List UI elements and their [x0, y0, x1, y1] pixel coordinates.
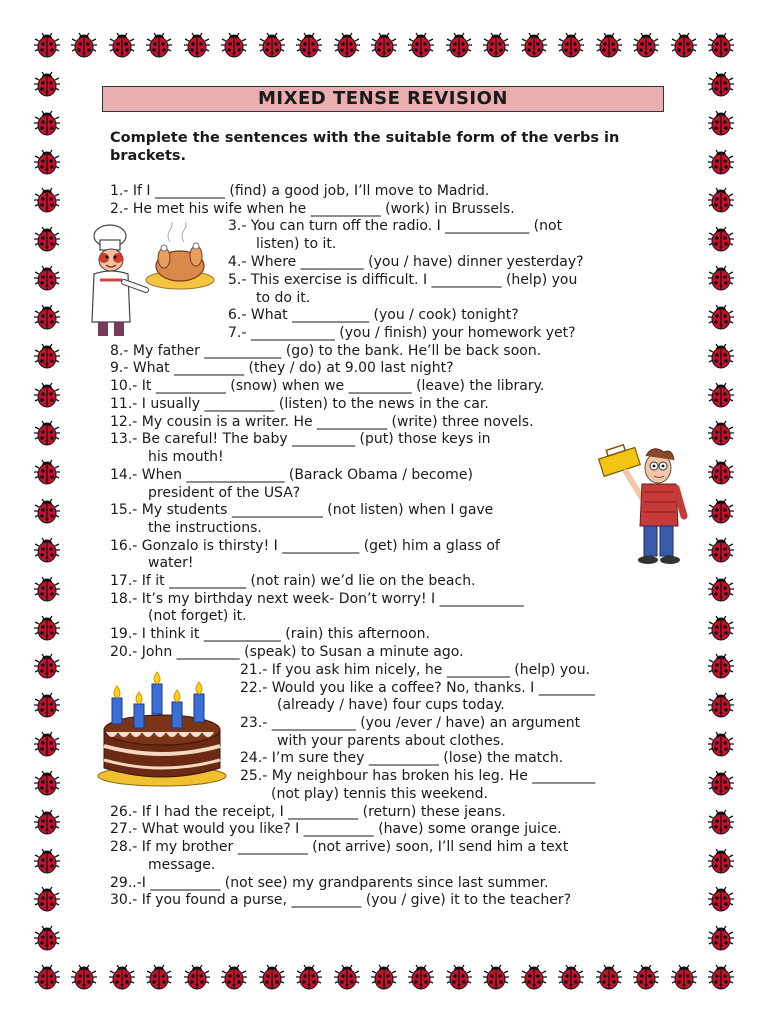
sentence-1: 1.- If I __________ (find) a good job, I’ll move to Madrid.	[110, 183, 490, 199]
sentence-19: 19.- I think it ___________ (rain) this afternoon.	[110, 626, 430, 642]
ladybug-icon	[34, 187, 60, 213]
ladybug-icon	[34, 304, 60, 330]
ladybug-icon	[708, 770, 734, 796]
ladybug-icon	[483, 32, 509, 58]
ladybug-icon	[446, 964, 472, 990]
sentence-18: 18.- It’s my birthday next week- Don’t worry! I ____________	[110, 591, 524, 607]
ladybug-icon	[708, 110, 734, 136]
sentence-7: 7.- ____________ (you / finish) your homework yet?	[228, 325, 576, 341]
ladybug-icon	[708, 886, 734, 912]
ladybug-icon	[221, 32, 247, 58]
sentence-3-cont: listen) to it.	[256, 236, 337, 252]
ladybug-icon	[34, 848, 60, 874]
ladybug-icon	[671, 32, 697, 58]
sentence-22-cont: (already / have) four cups today.	[277, 697, 505, 713]
ladybug-icon	[109, 32, 135, 58]
sentence-18-cont: (not forget) it.	[148, 608, 247, 624]
ladybug-icon	[521, 964, 547, 990]
ladybug-icon	[259, 964, 285, 990]
ladybug-icon	[408, 964, 434, 990]
sentence-26: 26.- If I had the receipt, I __________ (return) these jeans.	[110, 804, 506, 820]
ladybug-icon	[708, 149, 734, 175]
sentence-3: 3.- You can turn off the radio. I ____________ (not	[228, 218, 563, 234]
ladybug-icon	[708, 653, 734, 679]
chef-with-turkey-image	[84, 222, 216, 342]
ladybug-icon	[708, 265, 734, 291]
ladybug-icon	[483, 964, 509, 990]
ladybug-icon	[34, 886, 60, 912]
ladybug-icon	[708, 304, 734, 330]
sentence-5-cont: to do it.	[256, 290, 311, 306]
ladybug-icon	[708, 615, 734, 641]
ladybug-icon	[633, 32, 659, 58]
ladybug-icon	[184, 964, 210, 990]
ladybug-icon	[708, 964, 734, 990]
ladybug-icon	[708, 692, 734, 718]
ladybug-icon	[221, 964, 247, 990]
ladybug-icon	[184, 32, 210, 58]
sentence-2: 2.- He met his wife when he __________ (work) in Brussels.	[110, 201, 515, 217]
ladybug-icon	[34, 149, 60, 175]
ladybug-icon	[708, 343, 734, 369]
worksheet-title-box	[102, 86, 664, 112]
sentence-30: 30.- If you found a purse, __________ (you / give) it to the teacher?	[110, 892, 572, 908]
ladybug-icon	[708, 226, 734, 252]
ladybug-icon	[34, 576, 60, 602]
ladybug-icon	[708, 187, 734, 213]
sentence-22: 22.- Would you like a coffee? No, thanks. I ________	[240, 680, 595, 696]
ladybug-icon	[708, 32, 734, 58]
ladybug-icon	[708, 498, 734, 524]
sentence-16: 16.- Gonzalo is thirsty! I ___________ (get) him a glass of	[110, 538, 500, 554]
sentence-13-cont: his mouth!	[148, 449, 224, 465]
ladybug-icon	[708, 809, 734, 835]
ladybug-icon	[34, 382, 60, 408]
ladybug-icon	[708, 420, 734, 446]
birthday-cake-image	[96, 668, 228, 790]
sentence-15-cont: the instructions.	[148, 520, 262, 536]
ladybug-icon	[596, 32, 622, 58]
sentence-12: 12.- My cousin is a writer. He __________ (write) three novels.	[110, 414, 534, 430]
ladybug-icon	[34, 925, 60, 951]
ladybug-icon	[34, 731, 60, 757]
ladybug-icon	[146, 32, 172, 58]
ladybug-icon	[34, 770, 60, 796]
ladybug-icon	[34, 265, 60, 291]
ladybug-icon	[34, 692, 60, 718]
ladybug-icon	[34, 32, 60, 58]
ladybug-icon	[34, 420, 60, 446]
ladybug-icon	[34, 615, 60, 641]
ladybug-icon	[408, 32, 434, 58]
ladybug-icon	[446, 32, 472, 58]
ladybug-icon	[708, 537, 734, 563]
sentence-20: 20.- John _________ (speak) to Susan a minute ago.	[110, 644, 464, 660]
sentence-14-cont: president of the USA?	[148, 485, 301, 501]
sentence-21: 21.- If you ask him nicely, he _________ (help) you.	[240, 662, 591, 678]
ladybug-icon	[146, 964, 172, 990]
sentence-11: 11.- I usually __________ (listen) to the news in the car.	[110, 396, 489, 412]
ladybug-icon	[34, 498, 60, 524]
ladybug-icon	[708, 925, 734, 951]
sentence-28-cont: message.	[148, 857, 216, 873]
sentence-16-cont: water!	[148, 555, 194, 571]
sentence-27: 27.- What would you like? I __________ (have) some orange juice.	[110, 821, 562, 837]
ladybug-icon	[558, 32, 584, 58]
ladybug-icon	[708, 459, 734, 485]
sentence-24: 24.- I’m sure they __________ (lose) the match.	[240, 750, 564, 766]
ladybug-icon	[34, 809, 60, 835]
ladybug-icon	[259, 32, 285, 58]
sentence-14: 14.- When ______________ (Barack Obama / become)	[110, 467, 473, 483]
sentence-8: 8.- My father ___________ (go) to the bank. He’ll be back soon.	[110, 343, 542, 359]
ladybug-icon	[71, 32, 97, 58]
sentence-28: 28.- If my brother __________ (not arrive) soon, I’ll send him a text	[110, 839, 569, 855]
ladybug-icon	[109, 964, 135, 990]
sentence-29: 29..-I __________ (not see) my grandparents since last summer.	[110, 875, 549, 891]
ladybug-icon	[708, 848, 734, 874]
sentence-6: 6.- What ___________ (you / cook) tonight?	[228, 307, 519, 323]
ladybug-icon	[596, 964, 622, 990]
worksheet-title: MIXED TENSE REVISION	[258, 88, 508, 109]
ladybug-icon	[296, 964, 322, 990]
ladybug-icon	[708, 71, 734, 97]
ladybug-icon	[34, 459, 60, 485]
sentence-4: 4.- Where _________ (you / have) dinner yesterday?	[228, 254, 584, 270]
ladybug-icon	[34, 537, 60, 563]
ladybug-icon	[34, 964, 60, 990]
ladybug-icon	[708, 731, 734, 757]
ladybug-icon	[521, 32, 547, 58]
sentence-13: 13.- Be careful! The baby _________ (put) those keys in	[110, 431, 491, 447]
ladybug-icon	[708, 382, 734, 408]
ladybug-icon	[633, 964, 659, 990]
instructions: Complete the sentences with the suitable form of the verbs in brackets.	[110, 130, 620, 164]
ladybug-icon	[34, 110, 60, 136]
sentence-25-cont: (not play) tennis this weekend.	[271, 786, 488, 802]
ladybug-icon	[671, 964, 697, 990]
ladybug-icon	[334, 32, 360, 58]
ladybug-icon	[371, 32, 397, 58]
sentence-5: 5.- This exercise is difficult. I __________ (help) you	[228, 272, 578, 288]
ladybug-icon	[708, 576, 734, 602]
ladybug-icon	[334, 964, 360, 990]
sentence-25: 25.- My neighbour has broken his leg. He _________	[240, 768, 596, 784]
ladybug-icon	[34, 226, 60, 252]
sentence-15: 15.- My students _____________ (not listen) when I gave	[110, 502, 494, 518]
sentence-9: 9.- What __________ (they / do) at 9.00 last night?	[110, 360, 454, 376]
ladybug-icon	[71, 964, 97, 990]
ladybug-icon	[558, 964, 584, 990]
sentence-23-cont: with your parents about clothes.	[277, 733, 505, 749]
ladybug-icon	[34, 653, 60, 679]
ladybug-icon	[296, 32, 322, 58]
sentence-10: 10.- It __________ (snow) when we _________ (leave) the library.	[110, 378, 545, 394]
ladybug-icon	[371, 964, 397, 990]
ladybug-icon	[34, 71, 60, 97]
man-with-toolbox-image	[592, 438, 692, 568]
sentence-17: 17.- If it ___________ (not rain) we’d lie on the beach.	[110, 573, 476, 589]
sentence-23: 23.- ____________ (you /ever / have) an argument	[240, 715, 581, 731]
ladybug-icon	[34, 343, 60, 369]
